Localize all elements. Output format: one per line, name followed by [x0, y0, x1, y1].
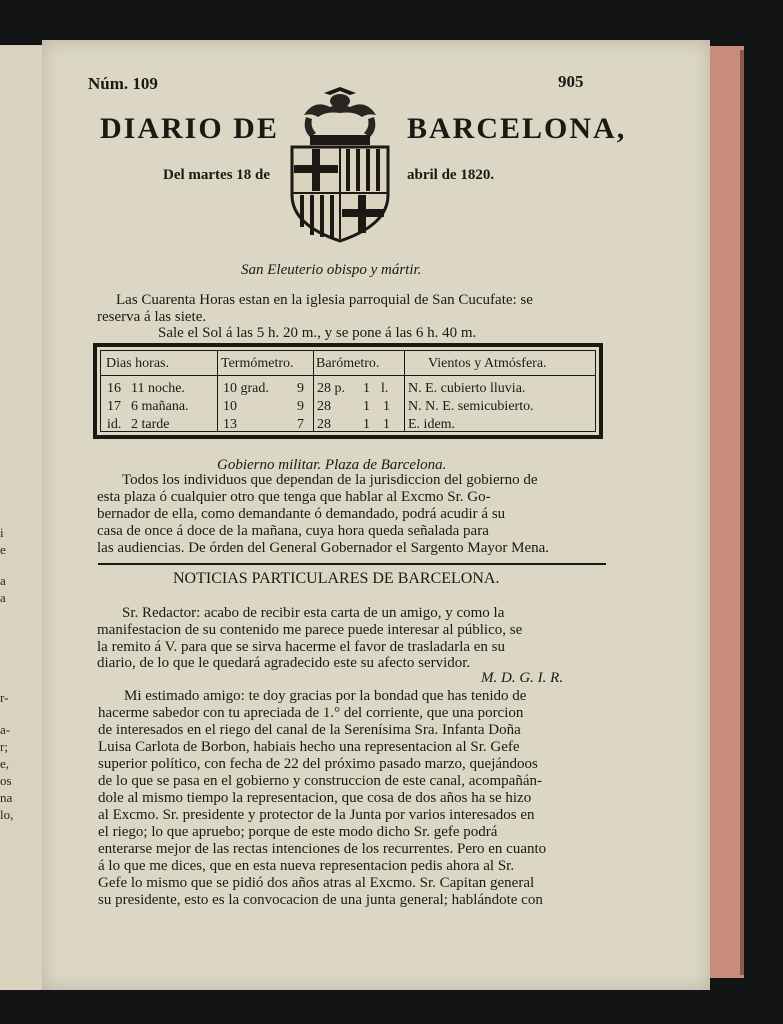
weather-header-winds: Vientos y Atmósfera. — [428, 356, 547, 371]
weather-header-thermometer: Termómetro. — [221, 356, 294, 371]
letter-line: enterarse mejor de las rectas intenciones de los recurrentes. Pero en cuanto — [98, 841, 547, 857]
weather-day: id. — [107, 417, 122, 432]
letter-line: Luisa Carlota de Borbon, habiais hecho una representacion al Sr. Gefe — [98, 739, 520, 755]
left-page-fragment: e, — [0, 756, 10, 771]
gobierno-line: Todos los individuos que dependan de la jurisdiccion del gobierno de — [122, 472, 538, 488]
page-block-edge — [706, 46, 744, 978]
weather-day: 16 — [107, 381, 121, 396]
section-divider — [98, 563, 606, 565]
barcelona-coat-of-arms-icon — [284, 85, 396, 245]
left-page-fragment: lo, — [0, 807, 14, 822]
weather-hour: 6 mañana. — [131, 399, 189, 414]
letter-line: superior político, con fecha de 22 del próximo pasado marzo, quejándoos — [98, 756, 538, 772]
letter-line: de lo que se pasa en el gobierno y construccion de este canal, acompañán- — [98, 773, 542, 789]
left-page-fragment: os — [0, 773, 12, 788]
masthead-title-right: BARCELONA, — [407, 112, 627, 145]
intro-line: manifestacion de su contenido me parece puede interesar al público, se — [97, 622, 523, 638]
letter-line: al Excmo. Sr. presidente y protector de la Junta por varios interesados en — [98, 807, 535, 823]
gobierno-line: bernador de ella, como demandante ó demandado, podrá acudir á su — [97, 506, 506, 522]
weather-baro: 28 p. — [317, 381, 345, 396]
signature: M. D. G. I. R. — [481, 670, 564, 686]
left-page-fragment: i — [0, 525, 4, 540]
gobierno-line: esta plaza ó cualquier otro que tenga que hablar al Excmo Sr. Go- — [97, 489, 491, 505]
letter-line: de interesados en el riego del canal de la Serenísima Sra. Infanta Doña — [98, 722, 521, 738]
masthead-title-left: DIARIO DE — [100, 112, 279, 145]
weather-table — [93, 343, 603, 439]
weather-baro: 28 — [317, 417, 331, 432]
weather-therm: 13 — [223, 417, 237, 432]
weather-wind: E. idem. — [408, 417, 456, 432]
left-page-fragment: r- — [0, 690, 9, 705]
date-right: abril de 1820. — [407, 167, 495, 183]
page-number: 905 — [558, 72, 584, 91]
weather-header-days: Dias horas. — [106, 356, 169, 371]
gobierno-heading: Gobierno militar. Plaza de Barcelona. — [217, 457, 447, 473]
intro-line: la remito á V. para que se sirva hacerme el favor de trasladarla en su — [97, 639, 506, 655]
weather-baro-lines: 1 — [363, 417, 370, 432]
letter-line: el riego; lo que apruebo; porque de este modo dicho Sr. gefe podrá — [98, 824, 498, 840]
weather-wind: N. E. cubierto lluvia. — [408, 381, 526, 396]
left-page-fragment: a — [0, 573, 6, 588]
weather-baro-fraction: 1 — [383, 399, 390, 414]
left-page-fragment: e — [0, 542, 6, 557]
weather-baro-fraction: 1 — [383, 417, 390, 432]
saint-of-the-day: San Eleuterio obispo y mártir. — [241, 262, 422, 278]
weather-therm: 10 grad. — [223, 381, 269, 396]
gobierno-line: casa de once á doce de la mañana, cuya hora queda señalada para — [97, 523, 489, 539]
letter-line: Mi estimado amigo: te doy gracias por la bondad que has tenido de — [124, 688, 527, 704]
weather-baro-lines: 1 — [363, 399, 370, 414]
noticias-heading: NOTICIAS PARTICULARES DE BARCELONA. — [173, 570, 500, 587]
letter-line: hacerme sabedor con tu apreciada de 1.° del corriente, que una porcion — [98, 705, 524, 721]
weather-therm: 10 — [223, 399, 237, 414]
weather-wind: N. N. E. semicubierto. — [408, 399, 534, 414]
intro-line: diario, de lo que le quedará agradecido este su afecto servidor. — [97, 655, 471, 671]
left-page-fragment: r; — [0, 739, 8, 754]
forty-hours-line-2: reserva á las siete. — [97, 309, 207, 325]
weather-therm-minor: 7 — [297, 417, 304, 432]
letter-line: á lo que me dices, que en esta nueva representacion pedis ahora al Sr. — [98, 858, 515, 874]
left-page-fragment: a- — [0, 722, 11, 737]
date-left: Del martes 18 de — [163, 167, 271, 183]
weather-header-barometer: Barómetro. — [316, 356, 380, 371]
sunrise-sunset: Sale el Sol á las 5 h. 20 m., y se pone á las 6 h. 40 m. — [158, 325, 477, 341]
letter-line: dole al mismo tiempo la representacion, que cosa de dos años ha se hizo — [98, 790, 532, 806]
weather-baro: 28 — [317, 399, 331, 414]
weather-hour: 11 noche. — [131, 381, 185, 396]
weather-baro-lines: 1 — [363, 381, 370, 396]
intro-line: Sr. Redactor: acabo de recibir esta carta de un amigo, y como la — [122, 605, 505, 621]
weather-day: 17 — [107, 399, 121, 414]
letter-line: Gefe lo mismo que se pidió dos años atras al Excmo. Sr. Capitan general — [98, 875, 535, 891]
weather-hour: 2 tarde — [131, 417, 170, 432]
letter-line: su presidente, esto es la convocacion de una junta general; hablándote con — [98, 892, 543, 908]
forty-hours-line-1: Las Cuarenta Horas estan en la iglesia parroquial de San Cucufate: se — [116, 292, 533, 308]
weather-therm-minor: 9 — [297, 381, 304, 396]
weather-baro-fraction: l. — [381, 381, 389, 396]
weather-therm-minor: 9 — [297, 399, 304, 414]
page-block-shadow — [740, 50, 744, 975]
gobierno-line: las audiencias. De órden del General Gobernador el Sargento Mayor Mena. — [97, 540, 550, 556]
left-page-fragment: a — [0, 590, 6, 605]
left-page-fragment: na — [0, 790, 13, 805]
issue-number: Núm. 109 — [88, 74, 158, 93]
